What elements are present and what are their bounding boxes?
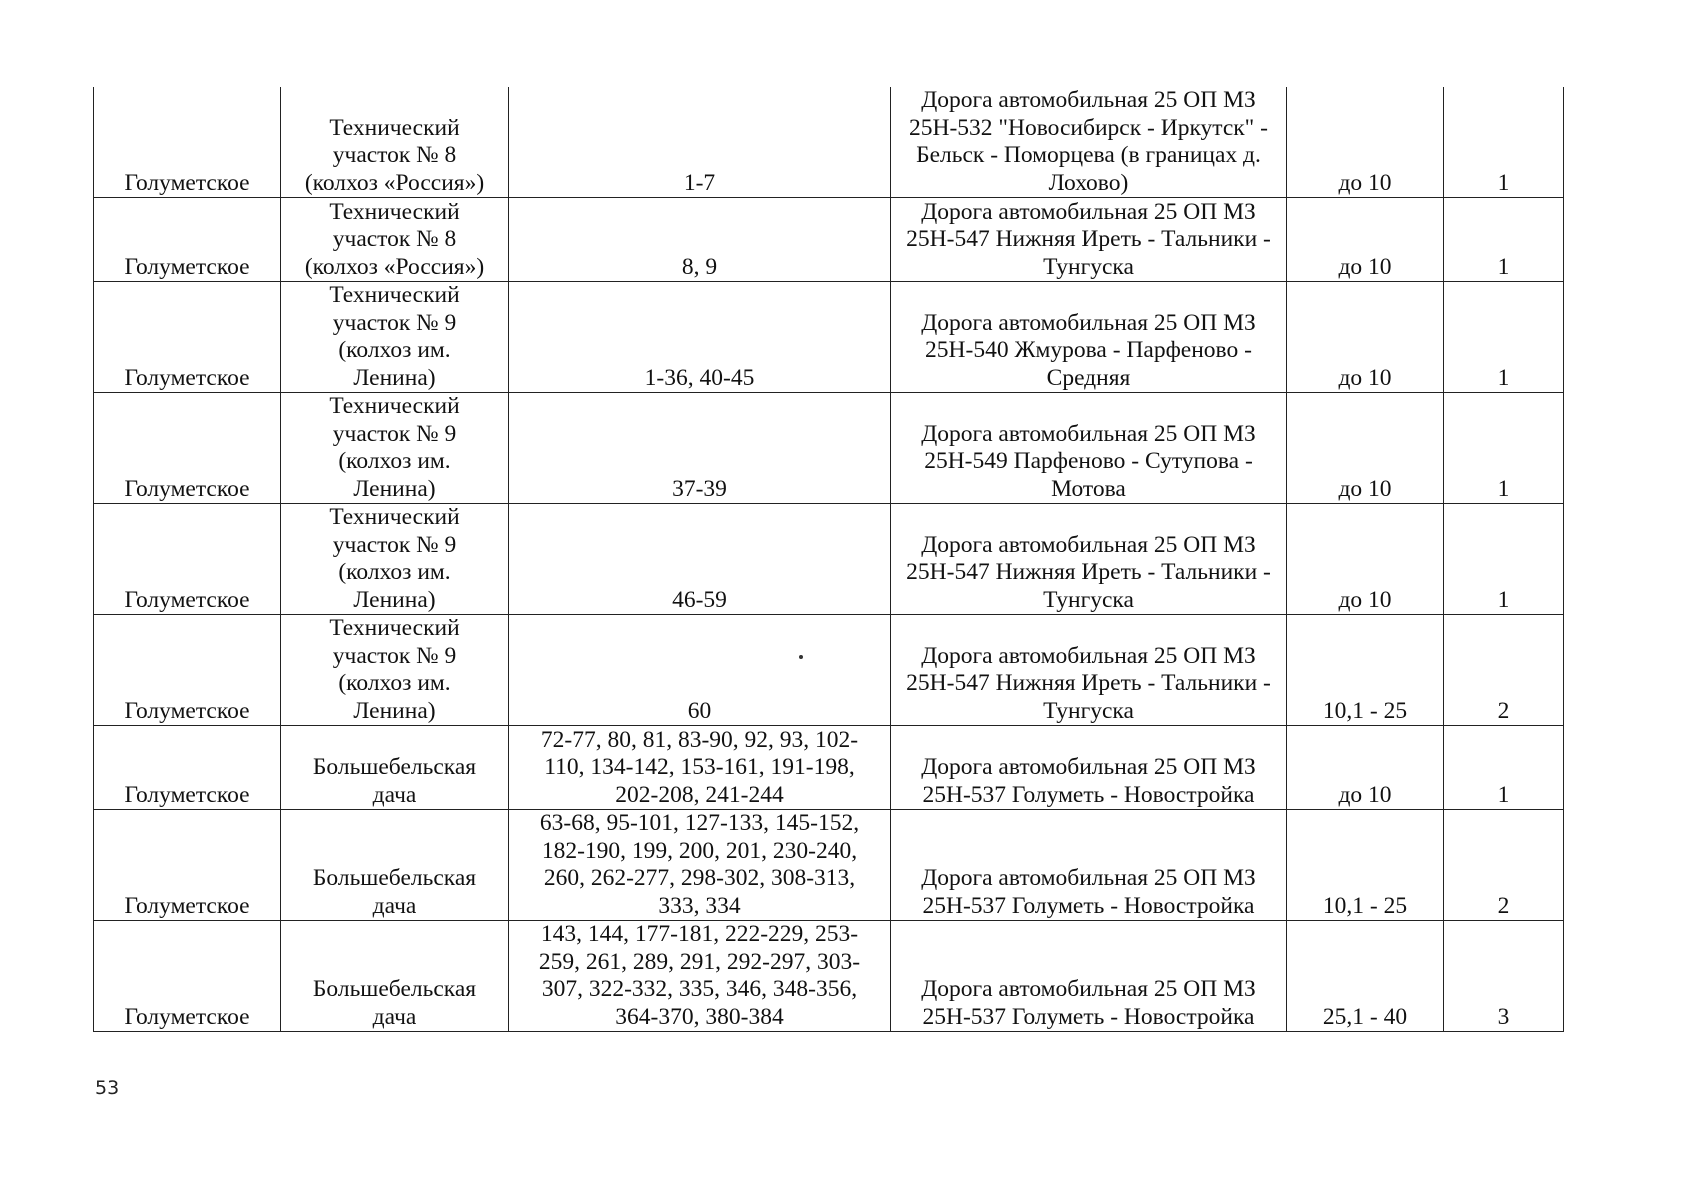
distance-cell: 10,1 - 25 (1287, 810, 1444, 921)
page-number: 53 (95, 1077, 120, 1099)
settlement-cell: Голуметское (94, 87, 281, 198)
distance-cell: до 10 (1287, 282, 1444, 393)
area-cell: Технический участок № 8 (колхоз «Россия») (281, 87, 509, 198)
plots-cell: 63-68, 95-101, 127-133, 145-152, 182-190, 199, 200, 201, 230-240, 260, 262-277, 298-302, 308-313, 333, 334 (509, 810, 891, 921)
settlement-cell: Голуметское (94, 282, 281, 393)
distance-cell: до 10 (1287, 393, 1444, 504)
area-cell: Технический участок № 9 (колхоз им. Ленина) (281, 504, 509, 615)
road-cell: Дорога автомобильная 25 ОП МЗ 25Н-540 Жмурова - Парфеново - Средняя (891, 282, 1287, 393)
settlement-cell: Голуметское (94, 393, 281, 504)
road-cell: Дорога автомобильная 25 ОП МЗ 25Н-537 Голуметь - Новостройка (891, 810, 1287, 921)
plots-cell: 143, 144, 177-181, 222-229, 253- 259, 261, 289, 291, 292-297, 303- 307, 322-332, 335, 346, 348-356, 364-370, 380-384 (509, 921, 891, 1032)
table-row (94, 282, 1564, 393)
class-cell: 1 (1444, 393, 1564, 504)
road-cell: Дорога автомобильная 25 ОП МЗ 25Н-537 Голуметь - Новостройка (891, 921, 1287, 1032)
settlement-cell: Голуметское (94, 726, 281, 810)
class-cell: 1 (1444, 726, 1564, 810)
table-row (94, 87, 1564, 198)
settlement-cell: Голуметское (94, 810, 281, 921)
class-cell: 1 (1444, 87, 1564, 198)
table-row (94, 504, 1564, 615)
area-cell: Большебельская дача (281, 921, 509, 1032)
area-cell: Большебельская дача (281, 810, 509, 921)
class-cell: 2 (1444, 615, 1564, 726)
class-cell: 1 (1444, 504, 1564, 615)
table-row (94, 726, 1564, 810)
road-cell: Дорога автомобильная 25 ОП МЗ 25Н-547 Нижняя Иреть - Тальники - Тунгуска (891, 198, 1287, 282)
class-cell: 3 (1444, 921, 1564, 1032)
table-row (94, 198, 1564, 282)
area-cell: Технический участок № 8 (колхоз «Россия») (281, 198, 509, 282)
plots-cell: 1-7 (509, 87, 891, 198)
distance-cell: до 10 (1287, 504, 1444, 615)
table-row (94, 393, 1564, 504)
class-cell: 2 (1444, 810, 1564, 921)
road-cell: Дорога автомобильная 25 ОП МЗ 25Н-537 Голуметь - Новостройка (891, 726, 1287, 810)
table-row (94, 615, 1564, 726)
road-cell: Дорога автомобильная 25 ОП МЗ 25Н-549 Парфеново - Сутупова - Мотова (891, 393, 1287, 504)
road-cell: Дорога автомобильная 25 ОП МЗ 25Н-547 Нижняя Иреть - Тальники - Тунгуска (891, 504, 1287, 615)
area-cell: Технический участок № 9 (колхоз им. Ленина) (281, 615, 509, 726)
plots-cell: 60 (509, 615, 891, 726)
scan-speck (799, 655, 803, 659)
data-table (93, 87, 1564, 1032)
table-row (94, 921, 1564, 1032)
class-cell: 1 (1444, 282, 1564, 393)
plots-cell: 37-39 (509, 393, 891, 504)
road-cell: Дорога автомобильная 25 ОП МЗ 25Н-532 "Новосибирск - Иркутск" - Бельск - Поморцева (в границах д. Лохово) (891, 87, 1287, 198)
class-cell: 1 (1444, 198, 1564, 282)
plots-cell: 1-36, 40-45 (509, 282, 891, 393)
settlement-cell: Голуметское (94, 504, 281, 615)
distance-cell: 25,1 - 40 (1287, 921, 1444, 1032)
table-row (94, 810, 1564, 921)
plots-cell: 8, 9 (509, 198, 891, 282)
distance-cell: 10,1 - 25 (1287, 615, 1444, 726)
settlement-cell: Голуметское (94, 921, 281, 1032)
distance-cell: до 10 (1287, 87, 1444, 198)
area-cell: Технический участок № 9 (колхоз им. Ленина) (281, 393, 509, 504)
distance-cell: до 10 (1287, 726, 1444, 810)
road-cell: Дорога автомобильная 25 ОП МЗ 25Н-547 Нижняя Иреть - Тальники - Тунгуска (891, 615, 1287, 726)
settlement-cell: Голуметское (94, 615, 281, 726)
plots-cell: 46-59 (509, 504, 891, 615)
area-cell: Большебельская дача (281, 726, 509, 810)
distance-cell: до 10 (1287, 198, 1444, 282)
area-cell: Технический участок № 9 (колхоз им. Ленина) (281, 282, 509, 393)
plots-cell: 72-77, 80, 81, 83-90, 92, 93, 102- 110, 134-142, 153-161, 191-198, 202-208, 241-244 (509, 726, 891, 810)
settlement-cell: Голуметское (94, 198, 281, 282)
